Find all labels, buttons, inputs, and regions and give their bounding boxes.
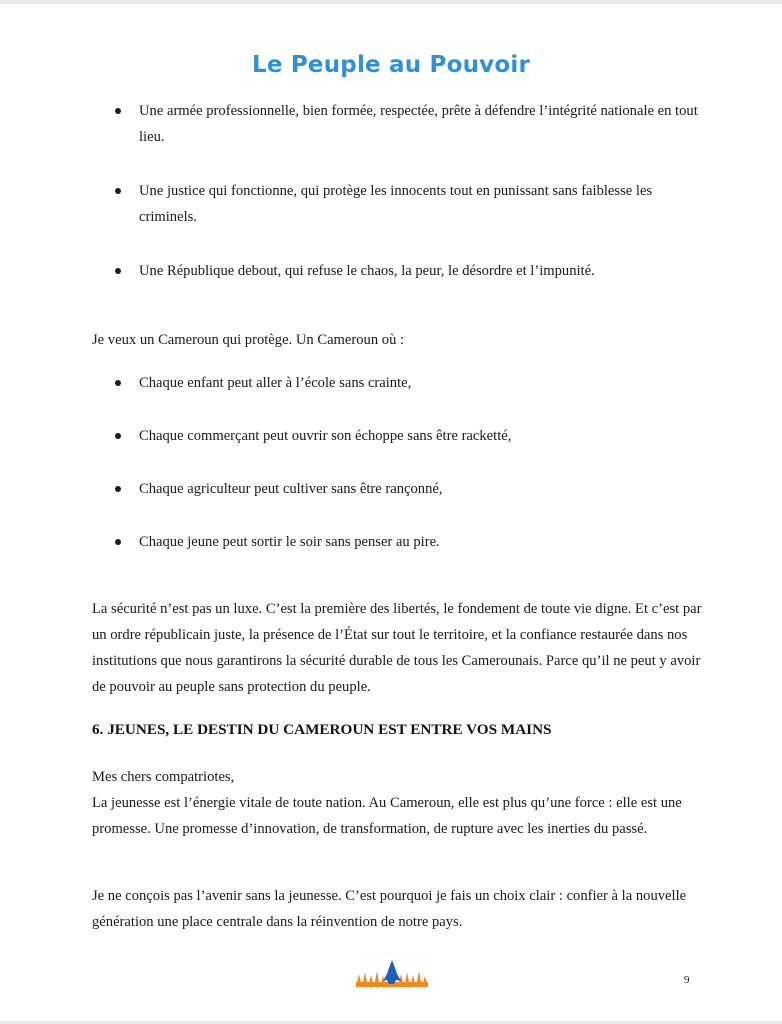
greeting-line: Mes chers compatriotes, [92,769,235,785]
cameroon-logo-icon [354,946,430,988]
bullet-list-justice [92,178,702,230]
future-paragraph: Je ne conçois pas l’avenir sans la jeunesse. C’est pourquoi je fais un choix clair : confier à la nouvelle génération une place centrale dans la réinvention de notre pays. [92,888,687,930]
list-item-text: Une justice qui fonctionne, qui protège les innocents tout en punissant sans faiblesse les criminels. [139,183,653,225]
bullet-icon [115,433,121,439]
document-page [0,4,782,1021]
list-item [92,370,702,396]
bullet-icon [115,108,121,114]
security-paragraph: La sécurité n’est pas un luxe. C’est la première des libertés, le fondement de toute vie digne. Et c’est par un ordre républicain juste, la présence de l’État sur tout le territoire, et la confiance restaurée dans nos institutions que nous garantirons la sécurité durable de tous les Camerounais. Parce qu’il ne peut y avoir de pouvoir au peuple sans protection du peuple. [92,601,702,695]
bullet-icon [115,268,121,274]
list-item [92,476,702,502]
list-item-text: Une République debout, qui refuse le chaos, la peur, le désordre et l’impunité. [139,263,595,279]
list-item [92,178,702,230]
intro-protect-paragraph: Je veux un Cameroun qui protège. Un Cameroun où : [92,332,405,348]
bullet-icon [115,486,121,492]
list-item [92,98,702,145]
bullet-list-republic [92,258,702,284]
bullet-icon [115,188,121,194]
bullet-icon [115,539,121,545]
page-number: 9 [684,974,690,986]
list-item [92,423,702,449]
list-item-text: Chaque agriculteur peut cultiver sans être rançonné, [139,481,443,497]
list-item-text: Une armée professionnelle, bien formée, respectée, prête à défendre l’intégrité nationale en tout lieu. [139,103,698,145]
page-header-title: Le Peuple au Pouvoir [251,52,530,78]
bullet-list-defense [92,98,702,145]
bullet-list-cameroun [92,370,702,555]
youth-paragraph: La jeunesse est l’énergie vitale de toute nation. Au Cameroun, elle est plus qu’une force : elle est une promesse. Une promesse d’innovation, de transformation, de rupture avec les inerties du passé. [92,795,682,837]
list-item-text: Chaque commerçant peut ouvrir son échoppe sans être racketté, [139,428,512,444]
list-item [92,258,702,284]
list-item-text: Chaque jeune peut sortir le soir sans penser au pire. [139,534,440,550]
bullet-icon [115,380,121,386]
section-heading: 6. JEUNES, LE DESTIN DU CAMEROUN EST ENTRE VOS MAINS [92,721,552,738]
list-item-text: Chaque enfant peut aller à l’école sans crainte, [139,375,412,391]
list-item [92,529,702,555]
svg-text:· · · · · · · ·: · · · · · · · · [380,950,404,956]
